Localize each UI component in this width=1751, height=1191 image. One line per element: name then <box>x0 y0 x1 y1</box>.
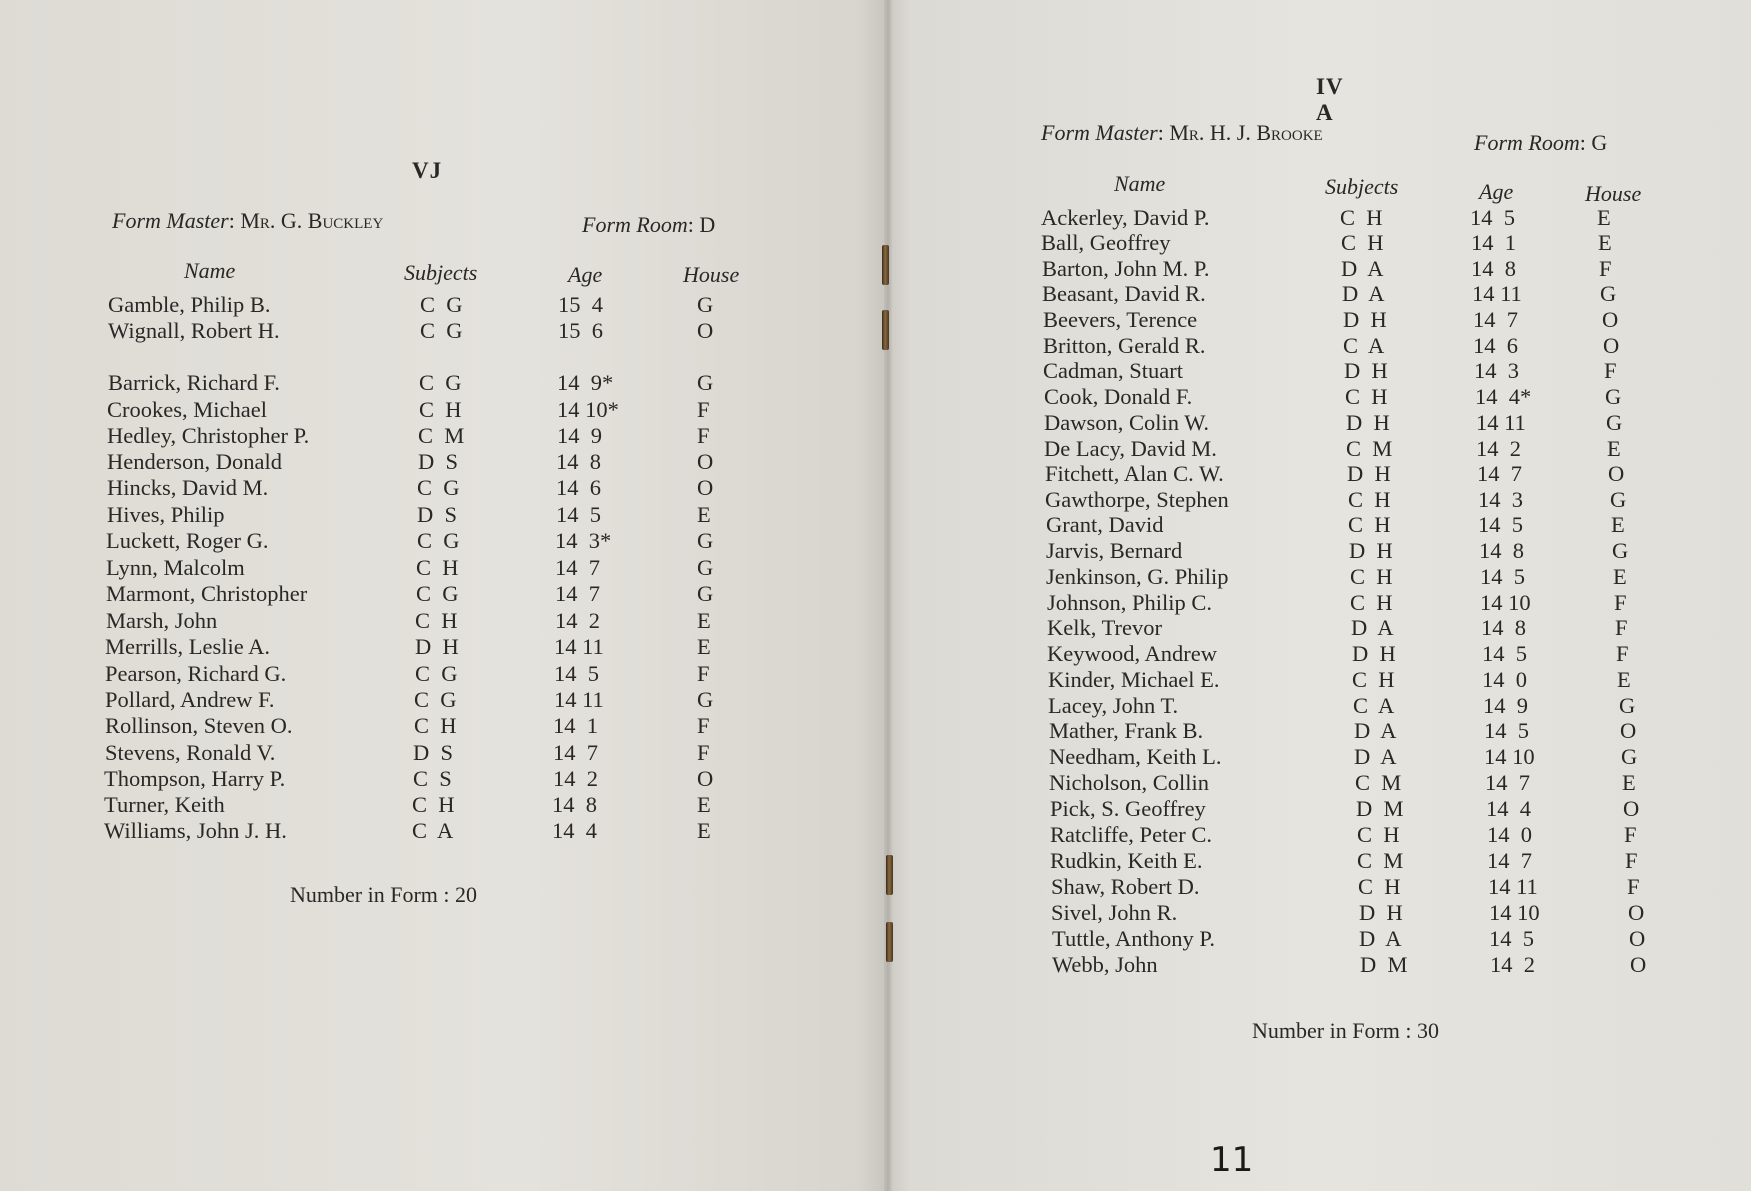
cell-age: 14 10 <box>1484 744 1535 769</box>
cell-house: G <box>697 528 714 553</box>
cell-subjects: D H <box>415 634 459 659</box>
cell-subjects: D H <box>1346 410 1390 435</box>
cell-house: G <box>697 292 714 317</box>
cell-age: 14 6 <box>1473 333 1518 358</box>
cell-age: 14 0 <box>1482 667 1527 692</box>
cell-subjects: C H <box>416 555 459 580</box>
cell-age: 14 8 <box>1471 256 1516 281</box>
cell-name: Johnson, Philip C. <box>1047 590 1213 615</box>
cell-house: O <box>1603 333 1620 358</box>
staple <box>882 245 889 285</box>
cell-name: Crookes, Michael <box>107 397 267 422</box>
cell-name: Sivel, John R. <box>1051 900 1178 925</box>
cell-subjects: D M <box>1360 952 1408 977</box>
cell-age: 14 3 <box>1478 487 1523 512</box>
cell-age: 14 8 <box>1481 615 1526 640</box>
cell-house: O <box>697 766 714 791</box>
cell-subjects: D H <box>1359 900 1403 925</box>
cell-house: E <box>1598 230 1612 255</box>
cell-age: 14 11 <box>1472 281 1522 306</box>
cell-age: 14 1 <box>553 713 598 738</box>
cell-subjects: C H <box>1350 564 1393 589</box>
cell-subjects: C H <box>1345 384 1388 409</box>
cell-name: Pick, S. Geoffrey <box>1050 796 1206 821</box>
cell-house: O <box>1629 926 1646 951</box>
cell-subjects: C H <box>419 397 462 422</box>
cell-name: Luckett, Roger G. <box>106 528 269 553</box>
cell-name: Lynn, Malcolm <box>106 555 245 580</box>
form-room-value: G <box>1591 130 1608 155</box>
cell-house: G <box>1621 744 1638 769</box>
cell-subjects: C G <box>420 292 463 317</box>
cell-house: F <box>697 661 710 686</box>
cell-name: Ackerley, David P. <box>1041 205 1210 230</box>
cell-house: O <box>1623 796 1640 821</box>
cell-house: O <box>1628 900 1645 925</box>
cell-subjects: C A <box>1353 693 1395 718</box>
column-header-name: Name <box>184 258 236 283</box>
cell-name: Henderson, Donald <box>107 449 282 474</box>
cell-house: F <box>1615 615 1628 640</box>
cell-subjects: D A <box>1359 926 1402 951</box>
number-in-form: Number in Form : 30 <box>1252 1018 1439 1043</box>
form-title: VJ <box>412 158 443 183</box>
cell-age: 14 7 <box>1487 848 1532 873</box>
cell-age: 14 5 <box>1470 205 1515 230</box>
cell-age: 14 2 <box>1476 436 1521 461</box>
cell-subjects: C H <box>1340 205 1383 230</box>
cell-name: Tuttle, Anthony P. <box>1052 926 1215 951</box>
cell-age: 14 11 <box>554 634 604 659</box>
cell-subjects: C H <box>412 792 455 817</box>
cell-name: Beevers, Terence <box>1043 307 1198 332</box>
cell-age: 14 5 <box>1480 564 1525 589</box>
cell-name: Ball, Geoffrey <box>1041 230 1171 255</box>
cell-house: F <box>697 423 710 448</box>
staple <box>886 855 893 895</box>
cell-name: Grant, David <box>1046 512 1164 537</box>
cell-name: Hedley, Christopher P. <box>107 423 310 448</box>
cell-house: O <box>1608 461 1625 486</box>
cell-house: O <box>697 449 714 474</box>
cell-subjects: D A <box>1354 744 1397 769</box>
cell-house: F <box>697 397 710 422</box>
cell-age: 15 6 <box>558 318 603 343</box>
cell-age: 14 5 <box>556 502 601 527</box>
form-master-name: Mr. H. J. Brooke <box>1169 120 1323 145</box>
cell-name: Hives, Philip <box>107 502 225 527</box>
cell-house: O <box>697 318 714 343</box>
cell-name: Rollinson, Steven O. <box>105 713 293 738</box>
cell-subjects: C H <box>1341 230 1384 255</box>
cell-subjects: C H <box>415 608 458 633</box>
cell-house: E <box>1611 512 1625 537</box>
cell-age: 14 10 <box>1489 900 1540 925</box>
cell-name: Jenkinson, G. Philip <box>1046 564 1229 589</box>
column-header-subjects: Subjects <box>404 260 478 285</box>
cell-age: 14 6 <box>556 475 601 500</box>
cell-age: 14 0 <box>1487 822 1532 847</box>
cell-subjects: D S <box>417 502 458 527</box>
cell-age: 14 1 <box>1471 230 1516 255</box>
cell-name: Mather, Frank B. <box>1049 718 1204 743</box>
cell-name: Shaw, Robert D. <box>1051 874 1200 899</box>
staple <box>882 310 889 350</box>
cell-house: G <box>1619 693 1636 718</box>
form-master-line: Form Master: Mr. G. Buckley <box>112 208 384 233</box>
cell-house: E <box>697 608 711 633</box>
cell-age: 14 4* <box>1475 384 1532 409</box>
form-master-label: Form Master <box>1041 120 1158 145</box>
cell-name: Ratcliffe, Peter C. <box>1050 822 1213 847</box>
handwritten-page-mark: 11 <box>1210 1140 1254 1180</box>
cell-subjects: C H <box>1352 667 1395 692</box>
cell-subjects: D A <box>1351 615 1394 640</box>
cell-subjects: C M <box>1355 770 1402 795</box>
column-header-name: Name <box>1114 171 1166 196</box>
cell-age: 14 4 <box>1486 796 1531 821</box>
cell-name: Barrick, Richard F. <box>108 370 280 395</box>
cell-house: O <box>1620 718 1637 743</box>
cell-age: 14 8 <box>556 449 601 474</box>
cell-house: F <box>1599 256 1612 281</box>
cell-subjects: D M <box>1356 796 1404 821</box>
page-gutter <box>884 0 892 1191</box>
cell-age: 14 7 <box>1473 307 1518 332</box>
cell-age: 14 7 <box>553 740 598 765</box>
cell-name: Pearson, Richard G. <box>105 661 287 686</box>
cell-age: 14 4 <box>552 818 597 843</box>
cell-house: G <box>1605 384 1622 409</box>
cell-house: E <box>697 818 711 843</box>
cell-subjects: C M <box>418 423 465 448</box>
cell-name: Britton, Gerald R. <box>1043 333 1206 358</box>
cell-house: G <box>1612 538 1629 563</box>
cell-house: G <box>697 687 714 712</box>
cell-subjects: C M <box>1357 848 1404 873</box>
cell-age: 14 11 <box>1488 874 1538 899</box>
cell-name: Williams, John J. H. <box>104 818 287 843</box>
column-header-house: House <box>1585 181 1642 206</box>
table-row <box>0 926 1646 952</box>
column-header-subjects: Subjects <box>1325 174 1399 199</box>
cell-house: G <box>1600 281 1617 306</box>
cell-name: Beasant, David R. <box>1042 281 1206 306</box>
cell-subjects: C G <box>419 370 462 395</box>
cell-house: G <box>697 370 714 395</box>
cell-house: G <box>1606 410 1623 435</box>
form-room-label: Form Room <box>582 212 688 237</box>
cell-name: Kelk, Trevor <box>1047 615 1163 640</box>
cell-house: E <box>1622 770 1636 795</box>
cell-name: Nicholson, Collin <box>1049 770 1210 795</box>
form-room-value: D <box>699 212 716 237</box>
cell-subjects: C S <box>413 766 452 791</box>
cell-subjects: D H <box>1344 358 1388 383</box>
cell-subjects: C G <box>417 475 460 500</box>
table-row <box>0 230 1612 256</box>
cell-age: 14 2 <box>1490 952 1535 977</box>
cell-name: Gamble, Philip B. <box>108 292 271 317</box>
cell-house: O <box>1630 952 1647 977</box>
cell-subjects: D S <box>413 740 454 765</box>
column-header-house: House <box>683 262 740 287</box>
cell-age: 14 7 <box>1485 770 1530 795</box>
cell-age: 14 2 <box>555 608 600 633</box>
cell-house: F <box>1625 848 1638 873</box>
cell-house: G <box>1610 487 1627 512</box>
cell-age: 14 9* <box>557 370 614 395</box>
cell-name: Rudkin, Keith E. <box>1050 848 1203 873</box>
cell-age: 14 3* <box>555 528 612 553</box>
form-room-label: Form Room <box>1474 130 1580 155</box>
cell-age: 14 11 <box>554 687 604 712</box>
form-master-name: Mr. G. Buckley <box>240 208 384 233</box>
cell-age: 14 2 <box>553 766 598 791</box>
table-row <box>0 900 1645 926</box>
cell-name: Kinder, Michael E. <box>1048 667 1220 692</box>
table-row <box>0 952 1647 978</box>
cell-subjects: D H <box>1347 461 1391 486</box>
cell-age: 14 8 <box>552 792 597 817</box>
cell-age: 14 9 <box>1483 693 1528 718</box>
cell-subjects: D A <box>1342 281 1385 306</box>
cell-age: 14 5 <box>1489 926 1534 951</box>
cell-age: 15 4 <box>558 292 603 317</box>
cell-age: 14 3 <box>1474 358 1519 383</box>
cell-subjects: C H <box>1348 487 1391 512</box>
cell-name: Cook, Donald F. <box>1044 384 1193 409</box>
cell-name: Stevens, Ronald V. <box>105 740 276 765</box>
cell-age: 14 5 <box>1482 641 1527 666</box>
cell-name: Gawthorpe, Stephen <box>1045 487 1229 512</box>
cell-house: O <box>697 475 714 500</box>
cell-name: Needham, Keith L. <box>1049 744 1222 769</box>
table-row <box>0 333 1620 359</box>
cell-subjects: C A <box>1343 333 1385 358</box>
cell-age: 14 7 <box>555 555 600 580</box>
cell-house: F <box>1624 822 1637 847</box>
cell-age: 14 5 <box>554 661 599 686</box>
cell-subjects: D H <box>1352 641 1396 666</box>
form-master-label: Form Master <box>112 208 229 233</box>
cell-name: De Lacy, David M. <box>1044 436 1217 461</box>
cell-house: F <box>697 740 710 765</box>
cell-name: Turner, Keith <box>104 792 225 817</box>
cell-house: O <box>1602 307 1619 332</box>
cell-subjects: C G <box>414 687 457 712</box>
cell-age: 14 8 <box>1479 538 1524 563</box>
cell-name: Keywood, Andrew <box>1047 641 1217 666</box>
cell-age: 14 11 <box>1476 410 1526 435</box>
cell-name: Fitchett, Alan C. W. <box>1045 461 1224 486</box>
cell-age: 14 5 <box>1484 718 1529 743</box>
cell-house: E <box>697 502 711 527</box>
cell-name: Marmont, Christopher <box>106 581 308 606</box>
cell-subjects: C G <box>417 528 460 553</box>
cell-name: Merrills, Leslie A. <box>105 634 270 659</box>
cell-house: G <box>697 555 714 580</box>
cell-house: F <box>1614 590 1627 615</box>
cell-house: E <box>1607 436 1621 461</box>
cell-name: Dawson, Colin W. <box>1044 410 1210 435</box>
cell-subjects: C H <box>414 713 457 738</box>
cell-house: F <box>1627 874 1640 899</box>
cell-house: E <box>1613 564 1627 589</box>
form-room-line: Form Room: G <box>1474 130 1608 155</box>
cell-name: Thompson, Harry P. <box>104 766 286 791</box>
form-master-line: Form Master: Mr. H. J. Brooke <box>1041 120 1323 145</box>
cell-subjects: D H <box>1343 307 1387 332</box>
cell-house: F <box>1616 641 1629 666</box>
cell-name: Webb, John <box>1052 952 1158 977</box>
cell-subjects: C G <box>416 581 459 606</box>
cell-subjects: D S <box>418 449 459 474</box>
cell-name: Marsh, John <box>106 608 218 633</box>
cell-name: Hincks, David M. <box>107 475 269 500</box>
staple <box>886 922 893 962</box>
form-title: IV A <box>1316 74 1344 125</box>
cell-subjects: D A <box>1341 256 1384 281</box>
cell-subjects: C H <box>1348 512 1391 537</box>
cell-subjects: C H <box>1358 874 1401 899</box>
cell-subjects: C G <box>415 661 458 686</box>
table-row <box>0 848 1638 874</box>
cell-subjects: D H <box>1349 538 1393 563</box>
cell-name: Jarvis, Bernard <box>1046 538 1183 563</box>
column-header-age: Age <box>568 262 603 287</box>
cell-age: 14 7 <box>1477 461 1522 486</box>
cell-age: 14 10 <box>1480 590 1531 615</box>
cell-name: Lacey, John T. <box>1048 693 1179 718</box>
cell-house: E <box>1617 667 1631 692</box>
cell-subjects: C H <box>1357 822 1400 847</box>
cell-house: E <box>697 792 711 817</box>
cell-age: 14 7 <box>555 581 600 606</box>
cell-age: 14 9 <box>557 423 602 448</box>
cell-house: G <box>697 581 714 606</box>
cell-name: Cadman, Stuart <box>1043 358 1183 383</box>
cell-name: Wignall, Robert H. <box>108 318 280 343</box>
column-header-age: Age <box>1479 179 1514 204</box>
cell-house: F <box>1604 358 1617 383</box>
cell-name: Pollard, Andrew F. <box>105 687 275 712</box>
cell-name: Barton, John M. P. <box>1042 256 1210 281</box>
cell-subjects: C H <box>1350 590 1393 615</box>
cell-subjects: C A <box>412 818 454 843</box>
form-room-line: Form Room: D <box>582 212 716 237</box>
cell-house: E <box>697 634 711 659</box>
cell-subjects: D A <box>1354 718 1397 743</box>
cell-house: E <box>1597 205 1611 230</box>
cell-house: F <box>697 713 710 738</box>
cell-age: 14 10* <box>557 397 619 422</box>
number-in-form: Number in Form : 20 <box>290 882 477 907</box>
cell-age: 14 5 <box>1478 512 1523 537</box>
cell-subjects: C G <box>420 318 463 343</box>
cell-subjects: C M <box>1346 436 1393 461</box>
